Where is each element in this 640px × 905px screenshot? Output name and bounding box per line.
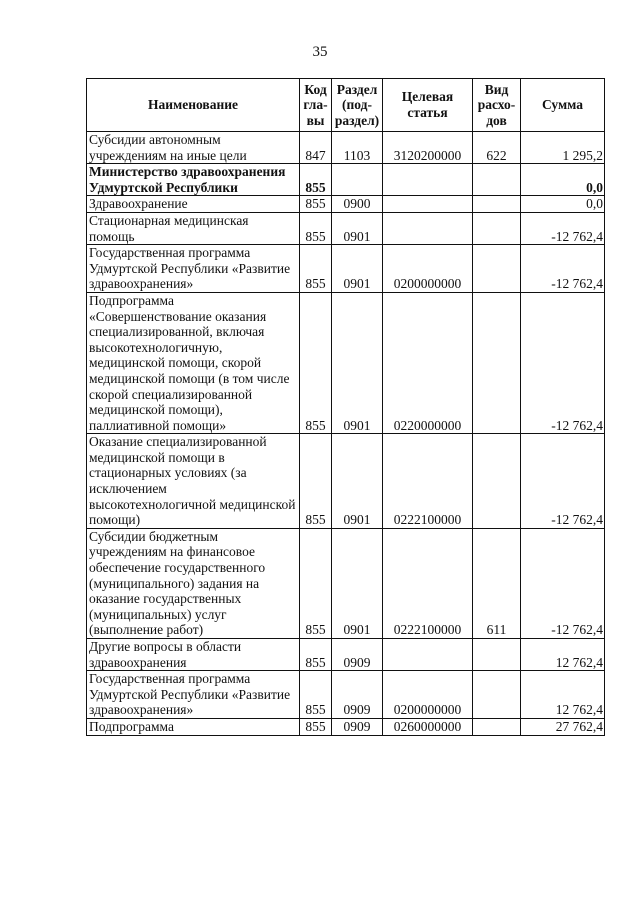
cell-vid [473, 671, 521, 719]
cell-name: Стационарная медицинская помощь [87, 212, 300, 244]
cell-vid [473, 212, 521, 244]
cell-celevaya: 3120200000 [383, 132, 473, 164]
header-name: Наименование [87, 79, 300, 132]
header-vid: Вид расхо- дов [473, 79, 521, 132]
cell-summa: 12 762,4 [521, 671, 605, 719]
cell-razdel: 0909 [332, 639, 383, 671]
cell-vid [473, 718, 521, 735]
page-number: 35 [312, 44, 328, 60]
cell-vid [473, 245, 521, 293]
cell-kod: 855 [300, 245, 332, 293]
cell-razdel: 0901 [332, 212, 383, 244]
header-summa: Сумма [521, 79, 605, 132]
cell-summa: 0,0 [521, 164, 605, 196]
cell-summa: -12 762,4 [521, 245, 605, 293]
cell-summa: 12 762,4 [521, 639, 605, 671]
cell-kod: 855 [300, 164, 332, 196]
header-celevaya: Целевая статья [383, 79, 473, 132]
cell-vid [473, 292, 521, 433]
cell-kod: 855 [300, 528, 332, 638]
cell-celevaya: 0222100000 [383, 434, 473, 529]
table-row [87, 196, 605, 213]
table-row [87, 639, 605, 671]
cell-summa: -12 762,4 [521, 292, 605, 433]
cell-razdel: 0901 [332, 434, 383, 529]
budget-table [86, 78, 605, 736]
cell-razdel: 0909 [332, 718, 383, 735]
cell-celevaya: 0260000000 [383, 718, 473, 735]
cell-celevaya [383, 212, 473, 244]
cell-razdel: 1103 [332, 132, 383, 164]
cell-vid [473, 434, 521, 529]
cell-summa: -12 762,4 [521, 212, 605, 244]
cell-summa: 0,0 [521, 196, 605, 213]
cell-vid [473, 164, 521, 196]
table-row [87, 718, 605, 735]
cell-summa: 1 295,2 [521, 132, 605, 164]
cell-summa: -12 762,4 [521, 434, 605, 529]
cell-celevaya [383, 196, 473, 213]
cell-vid: 611 [473, 528, 521, 638]
cell-name: Подпрограмма [87, 718, 300, 735]
cell-celevaya [383, 164, 473, 196]
cell-razdel: 0901 [332, 528, 383, 638]
cell-name: Министерство здравоохранения Удмуртской Республики [87, 164, 300, 196]
cell-name: Подпрограмма «Совершенствование оказания специализированной, включая высокотехнологичную, медицинской помощи, скорой медицинской помощи (в том числе скорой специализированной медицинской помощи), паллиативной помощи» [87, 292, 300, 433]
cell-name: Государственная программа Удмуртской Республики «Развитие здравоохранения» [87, 671, 300, 719]
cell-kod: 855 [300, 292, 332, 433]
cell-kod: 855 [300, 639, 332, 671]
cell-name: Другие вопросы в области здравоохранения [87, 639, 300, 671]
cell-kod: 855 [300, 196, 332, 213]
table-row [87, 132, 605, 164]
table-row [87, 671, 605, 719]
table-row [87, 434, 605, 529]
cell-name: Субсидии автономным учреждениям на иные цели [87, 132, 300, 164]
cell-razdel: 0901 [332, 292, 383, 433]
cell-vid: 622 [473, 132, 521, 164]
cell-summa: -12 762,4 [521, 528, 605, 638]
table-row [87, 212, 605, 244]
cell-razdel: 0909 [332, 671, 383, 719]
cell-kod: 855 [300, 434, 332, 529]
cell-summa: 27 762,4 [521, 718, 605, 735]
cell-celevaya [383, 639, 473, 671]
cell-celevaya: 0200000000 [383, 671, 473, 719]
cell-kod: 855 [300, 671, 332, 719]
table-row [87, 528, 605, 638]
cell-celevaya: 0220000000 [383, 292, 473, 433]
table-row [87, 164, 605, 196]
cell-razdel: 0900 [332, 196, 383, 213]
header-kod: Код гла- вы [300, 79, 332, 132]
cell-name: Субсидии бюджетным учреждениям на финансовое обеспечение государственного (муниципального) задания на оказание государственных (муниципальных) услуг (выполнение работ) [87, 528, 300, 638]
cell-celevaya: 0200000000 [383, 245, 473, 293]
cell-razdel [332, 164, 383, 196]
header-razdel: Раздел (под- раздел) [332, 79, 383, 132]
cell-name: Здравоохранение [87, 196, 300, 213]
cell-celevaya: 0222100000 [383, 528, 473, 638]
cell-kod: 855 [300, 718, 332, 735]
table-row [87, 292, 605, 433]
cell-vid [473, 196, 521, 213]
cell-name: Государственная программа Удмуртской Республики «Развитие здравоохранения» [87, 245, 300, 293]
cell-vid [473, 639, 521, 671]
header-row [87, 79, 605, 132]
table-row [87, 245, 605, 293]
cell-kod: 847 [300, 132, 332, 164]
cell-razdel: 0901 [332, 245, 383, 293]
cell-kod: 855 [300, 212, 332, 244]
cell-name: Оказание специализированной медицинской помощи в стационарных условиях (за исключением высокотехнологичной медицинской помощи) [87, 434, 300, 529]
